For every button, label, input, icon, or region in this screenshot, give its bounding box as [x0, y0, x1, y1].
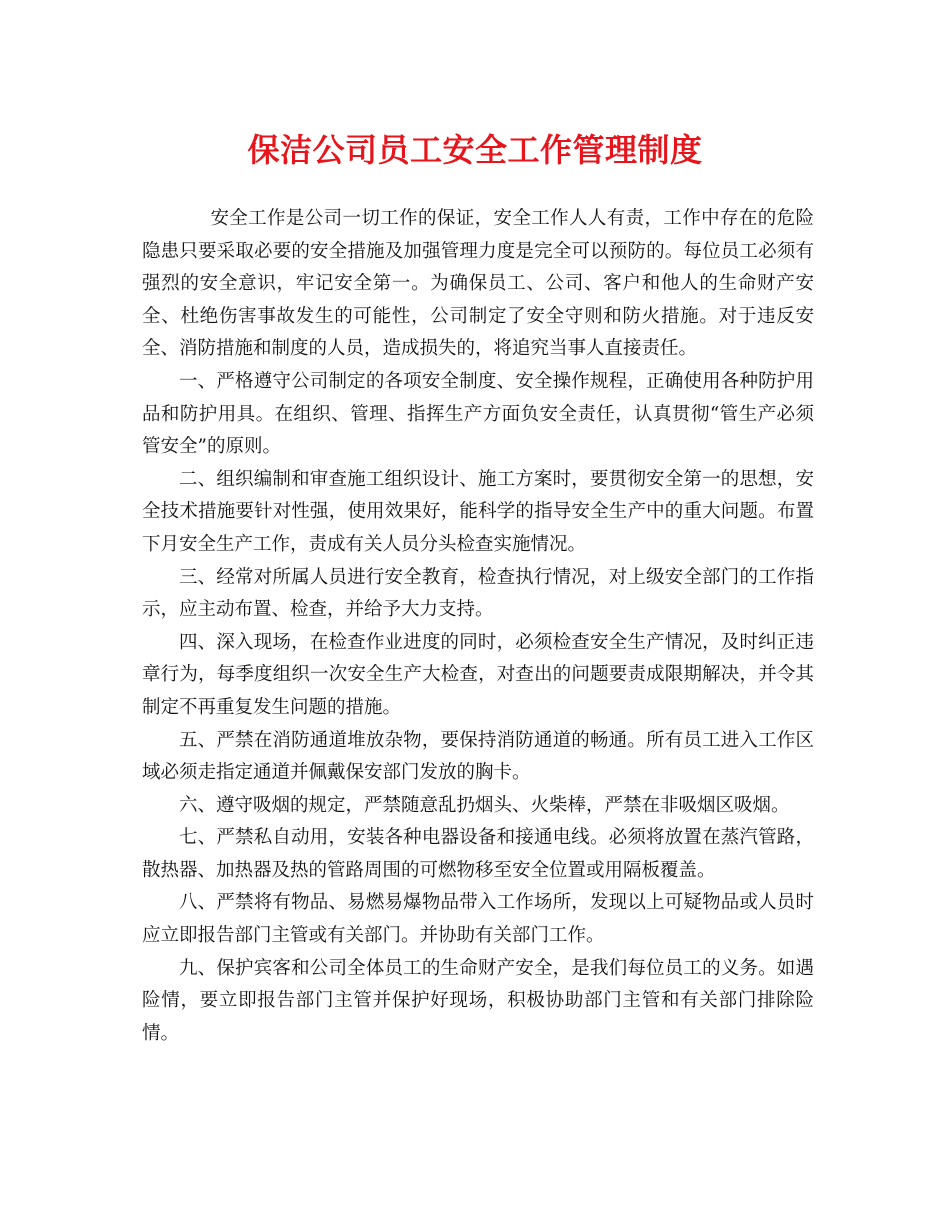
rule-paragraph-1: 一、严格遵守公司制定的各项安全制度、安全操作规程，正确使用各种防护用品和防护用具。在组织、管理、指挥生产方面负安全责任，认真贯彻“管生产必须管安全”的原则。	[142, 370, 814, 458]
document-body	[142, 203, 814, 1050]
rule-paragraph-8: 八、严禁将有物品、易燃易爆物品带入工作场所，发现以上可疑物品或人员时应立即报告部门主管或有关部门。并协助有关部门工作。	[142, 892, 814, 947]
intro-paragraph: 安全工作是公司一切工作的保证，安全工作人人有责，工作中存在的危险隐患只要采取必要的安全措施及加强管理力度是完全可以预防的。每位员工必须有强烈的安全意识，牢记安全第一。为确保员工、公司、客户和他人的生命财产安全、杜绝伤害事故发生的可能性，公司制定了安全守则和防火措施。对于违反安全、消防措施和制度的人员，造成损失的，将追究当事人直接责任。	[142, 208, 814, 360]
rule-paragraph-6: 六、遵守吸烟的规定，严禁随意乱扔烟头、火柴棒，严禁在非吸烟区吸烟。	[179, 794, 790, 816]
rule-paragraph-4: 四、深入现场，在检查作业进度的同时，必须检查安全生产情况，及时纠正违章行为，每季度组织一次安全生产大检查，对查出的问题要责成限期解决，并令其制定不再重复发生问题的措施。	[142, 631, 814, 718]
rule-paragraph-7: 七、严禁私自动用，安装各种电器设备和接通电线。必须将放置在蒸汽管路，散热器、加热器及热的管路周围的可燃物移至安全位置或用隔板覆盖。	[142, 827, 814, 881]
document-title: 保洁公司员工安全工作管理制度	[247, 131, 703, 169]
rule-paragraph-5: 五、严禁在消防通道堆放杂物，要保持消防通道的畅通。所有员工进入工作区域必须走指定通道并佩戴保安部门发放的胸卡。	[142, 729, 814, 784]
rule-paragraph-9: 九、保护宾客和公司全体员工的生命财产安全，是我们每位员工的义务。如遇险情，要立即报告部门主管并保护好现场，积极协助部门主管和有关部门排除险情。	[142, 957, 814, 1044]
rule-paragraph-3: 三、经常对所属人员进行安全教育，检查执行情况，对上级安全部门的工作指示，应主动布置、检查，并给予大力支持。	[142, 566, 814, 621]
rule-paragraph-2: 二、组织编制和审查施工组织设计、施工方案时，要贯彻安全第一的思想，安全技术措施要针对性强，使用效果好，能科学的指导安全生产中的重大问题。布置下月安全生产工作，责成有关人员分头检查实施情况。	[142, 468, 814, 555]
